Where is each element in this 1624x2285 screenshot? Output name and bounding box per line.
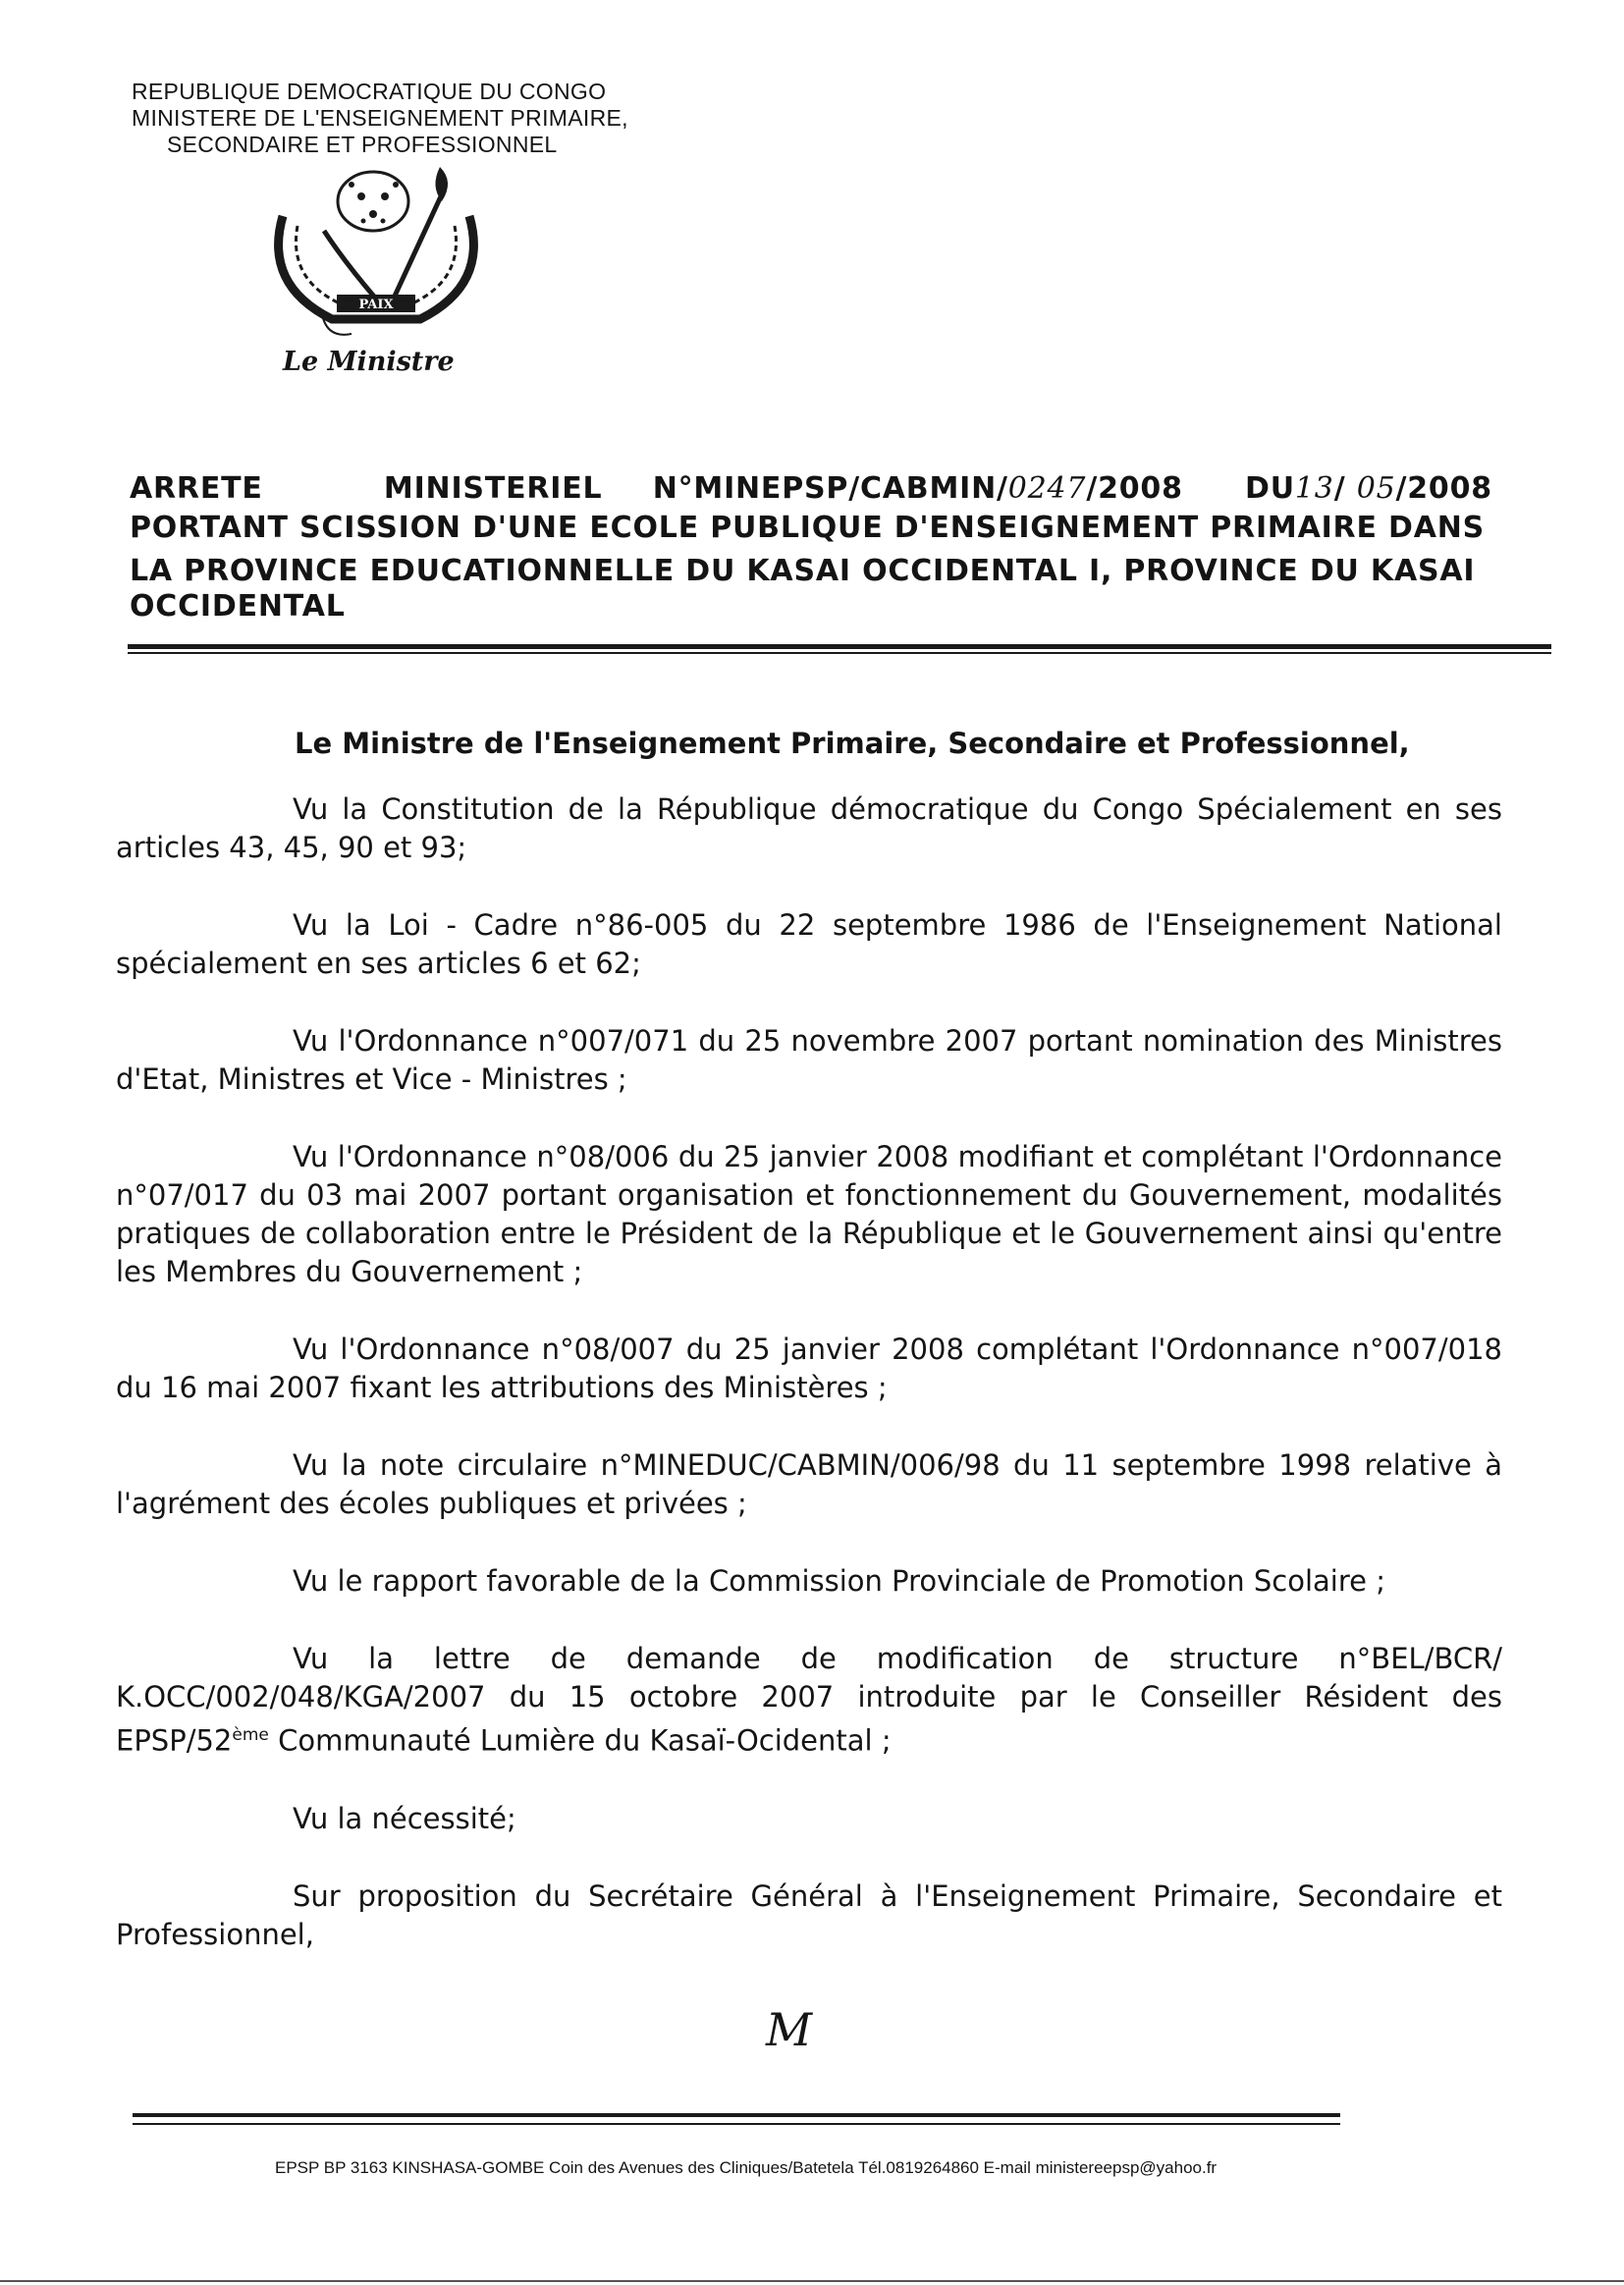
title-arrete: ARRETE xyxy=(130,471,263,506)
title-rule xyxy=(128,644,1551,649)
footer-address: EPSP BP 3163 KINSHASA-GOMBE Coin des Avenues des Cliniques/Batetela Tél.0819264860 E-mail ministereepsp@yahoo.fr xyxy=(275,2158,1218,2177)
scan-bottom-edge xyxy=(0,2280,1624,2282)
title-date: DU13/ 05/2008 xyxy=(1245,471,1492,506)
coat-of-arms-emblem xyxy=(253,157,499,344)
signature-title: Le Ministre xyxy=(283,347,455,377)
emblem-motto: PAIX xyxy=(358,298,394,312)
header-ministry: MINISTERE DE L'ENSEIGNEMENT PRIMAIRE, xyxy=(132,105,628,131)
handwritten-month: 05 xyxy=(1356,471,1396,506)
handwritten-day: 13 xyxy=(1294,471,1334,506)
decree-title-line4: OCCIDENTAL xyxy=(130,589,346,624)
consideration-ordonnance-007: Vu l'Ordonnance n°08/007 du 25 janvier 2008 complétant l'Ordonnance n°007/018 du 16 mai 2007 fixant les attributions des Ministères ; xyxy=(116,1333,1502,1404)
title-ministeriel: MINISTERIEL xyxy=(383,471,603,506)
superscript-eme: ème xyxy=(232,1725,269,1745)
consideration-necessite: Vu la nécessité; xyxy=(293,1801,516,1835)
consideration-ordonnance-006: Vu l'Ordonnance n°08/006 du 25 janvier 2008 modifiant et complétant l'Ordonnance n°07/017 du 03 mai 2007 portant organisation et fonctionnement du Gouvernement, modalités pratiques de collaboration entre le Président de la République et le Gouvernement ainsi qu'entre les Membres du Gouvernement ; xyxy=(116,1140,1502,1288)
consideration-ordonnance-071: Vu l'Ordonnance n°007/071 du 25 novembre 2007 portant nomination des Ministres d'Etat, Ministres et Vice - Ministres ; xyxy=(116,1024,1502,1096)
handwritten-initials: M xyxy=(766,2003,813,2056)
handwritten-decree-number: 0247 xyxy=(1007,471,1087,506)
footer-rule xyxy=(133,2113,1340,2117)
consideration-constitution: Vu la Constitution de la République démocratique du Congo Spécialement en ses articles 43, 45, 90 et 93; xyxy=(116,792,1502,864)
consideration-note-circulaire: Vu la note circulaire n°MINEDUC/CABMIN/006/98 du 11 septembre 1998 relative à l'agrément des écoles publiques et privées ; xyxy=(116,1448,1502,1520)
consideration-loi-cadre: Vu la Loi - Cadre n°86-005 du 22 septembre 1986 de l'Enseignement National spécialement en ses articles 6 et 62; xyxy=(116,908,1502,980)
consideration-rapport: Vu le rapport favorable de la Commission Provinciale de Promotion Scolaire ; xyxy=(293,1564,1385,1598)
decree-title-line2: PORTANT SCISSION D'UNE ECOLE PUBLIQUE D'ENSEIGNEMENT PRIMAIRE DANS xyxy=(130,511,1486,545)
consideration-lettre: Vu la lettre de demande de modification de structure n°BEL/BCR/ K.OCC/002/048/KGA/2007 du 15 octobre 2007 introduite par le Conseiller Résident des EPSP/52ème Communauté Lumière du Kasaï-Ocidental ; xyxy=(116,1642,1502,1758)
title-reference: N°MINEPSP/CABMIN/0247/2008 xyxy=(652,471,1183,506)
header-republic: REPUBLIQUE DEMOCRATIQUE DU CONGO xyxy=(132,79,607,104)
title-rule-shadow xyxy=(128,652,1551,654)
considerations xyxy=(116,790,1502,1954)
footer-rule-lower xyxy=(133,2123,1340,2125)
header-ministry-cont: SECONDAIRE ET PROFESSIONNEL xyxy=(167,132,558,157)
proposition: Sur proposition du Secrétaire Général à l'Enseignement Primaire, Secondaire et Professionnel, xyxy=(116,1878,1502,1951)
minister-heading: Le Ministre de l'Enseignement Primaire, Secondaire et Professionnel, xyxy=(295,727,1410,760)
decree-title-line1 xyxy=(130,471,1524,506)
decree-title-line3: LA PROVINCE EDUCATIONNELLE DU KASAI OCCIDENTAL I, PROVINCE DU KASAI xyxy=(130,554,1476,588)
